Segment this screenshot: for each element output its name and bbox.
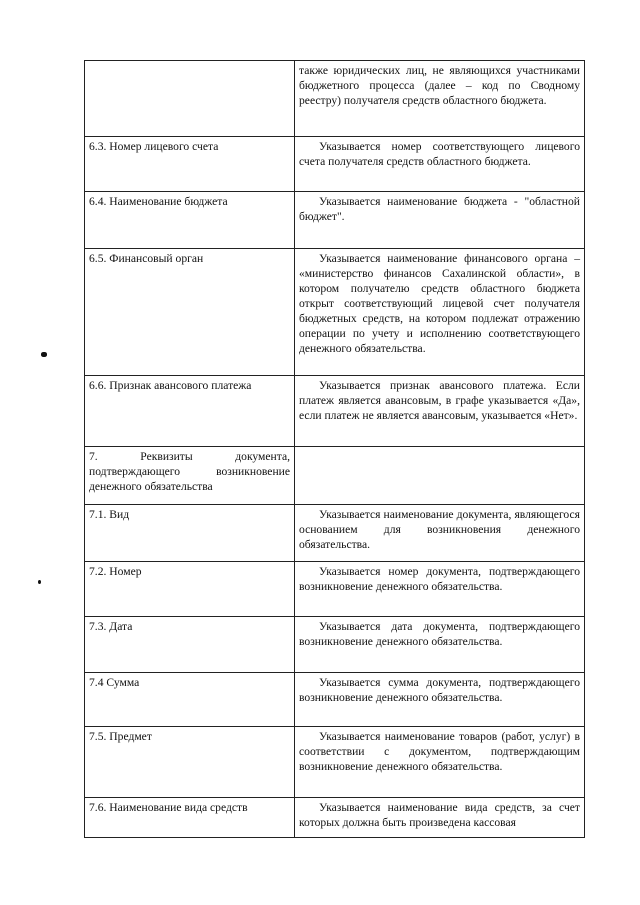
field-name-cell: 6.3. Номер лицевого счета [85, 137, 295, 192]
field-description-cell: Указывается признак авансового платежа. Если платеж является авансовым, в графе указывается «Да», если платеж не является авансовым, указывается «Нет». [295, 376, 585, 447]
field-description-cell: Указывается наименование товаров (работ, услуг) в соответствии с документом, подтверждающим возникновение денежного обязательства. [295, 727, 585, 798]
field-name-cell: 6.5. Финансовый орган [85, 249, 295, 376]
field-name-cell: 7.5. Предмет [85, 727, 295, 798]
section-heading-cell: 7. Реквизиты документа, подтверждающего возникновение денежного обязательства [85, 447, 295, 505]
requisites-table [84, 60, 585, 838]
field-name-cell: 7.3. Дата [85, 617, 295, 673]
field-description-cell: Указывается наименование вида средств, за счет которых должна быть произведена кассовая [295, 798, 585, 838]
table-row [85, 673, 585, 727]
table-row [85, 61, 585, 137]
field-description-cell: Указывается номер соответствующего лицевого счета получателя средств областного бюджета. [295, 137, 585, 192]
field-description-cell: Указывается наименование финансового органа – «министерство финансов Сахалинской области», в котором получателю средств областного бюджета открыт соответствующий лицевой счет получателя бюджетных средств, на котором подлежат отражению операции по учету и исполнению соответствующего денежного обязательства. [295, 249, 585, 376]
scan-speck [38, 580, 41, 584]
table-row [85, 192, 585, 249]
table-row [85, 376, 585, 447]
field-name-cell: 7.2. Номер [85, 562, 295, 617]
field-name-cell: 7.4 Сумма [85, 673, 295, 727]
field-description-cell: Указывается наименование бюджета - "областной бюджет". [295, 192, 585, 249]
table-row [85, 137, 585, 192]
table-row [85, 505, 585, 562]
table-row [85, 447, 585, 505]
field-description-cell: Указывается наименование документа, являющегося основанием для возникновения денежного обязательства. [295, 505, 585, 562]
table-row [85, 249, 585, 376]
field-name-cell [85, 61, 295, 137]
scan-speck [41, 352, 47, 357]
field-description-cell: Указывается дата документа, подтверждающего возникновение денежного обязательства. [295, 617, 585, 673]
table-row [85, 727, 585, 798]
field-description-cell: также юридических лиц, не являющихся участниками бюджетного процесса (далее – код по Сводному реестру) получателя средств областного бюджета. [295, 61, 585, 137]
field-name-cell: 6.6. Признак авансового платежа [85, 376, 295, 447]
field-description-cell [295, 447, 585, 505]
table-row [85, 798, 585, 838]
table-row [85, 617, 585, 673]
field-description-cell: Указывается сумма документа, подтверждающего возникновение денежного обязательства. [295, 673, 585, 727]
field-name-cell: 7.6. Наименование вида средств [85, 798, 295, 838]
field-description-cell: Указывается номер документа, подтверждающего возникновение денежного обязательства. [295, 562, 585, 617]
field-name-cell: 7.1. Вид [85, 505, 295, 562]
table-row [85, 562, 585, 617]
field-name-cell: 6.4. Наименование бюджета [85, 192, 295, 249]
